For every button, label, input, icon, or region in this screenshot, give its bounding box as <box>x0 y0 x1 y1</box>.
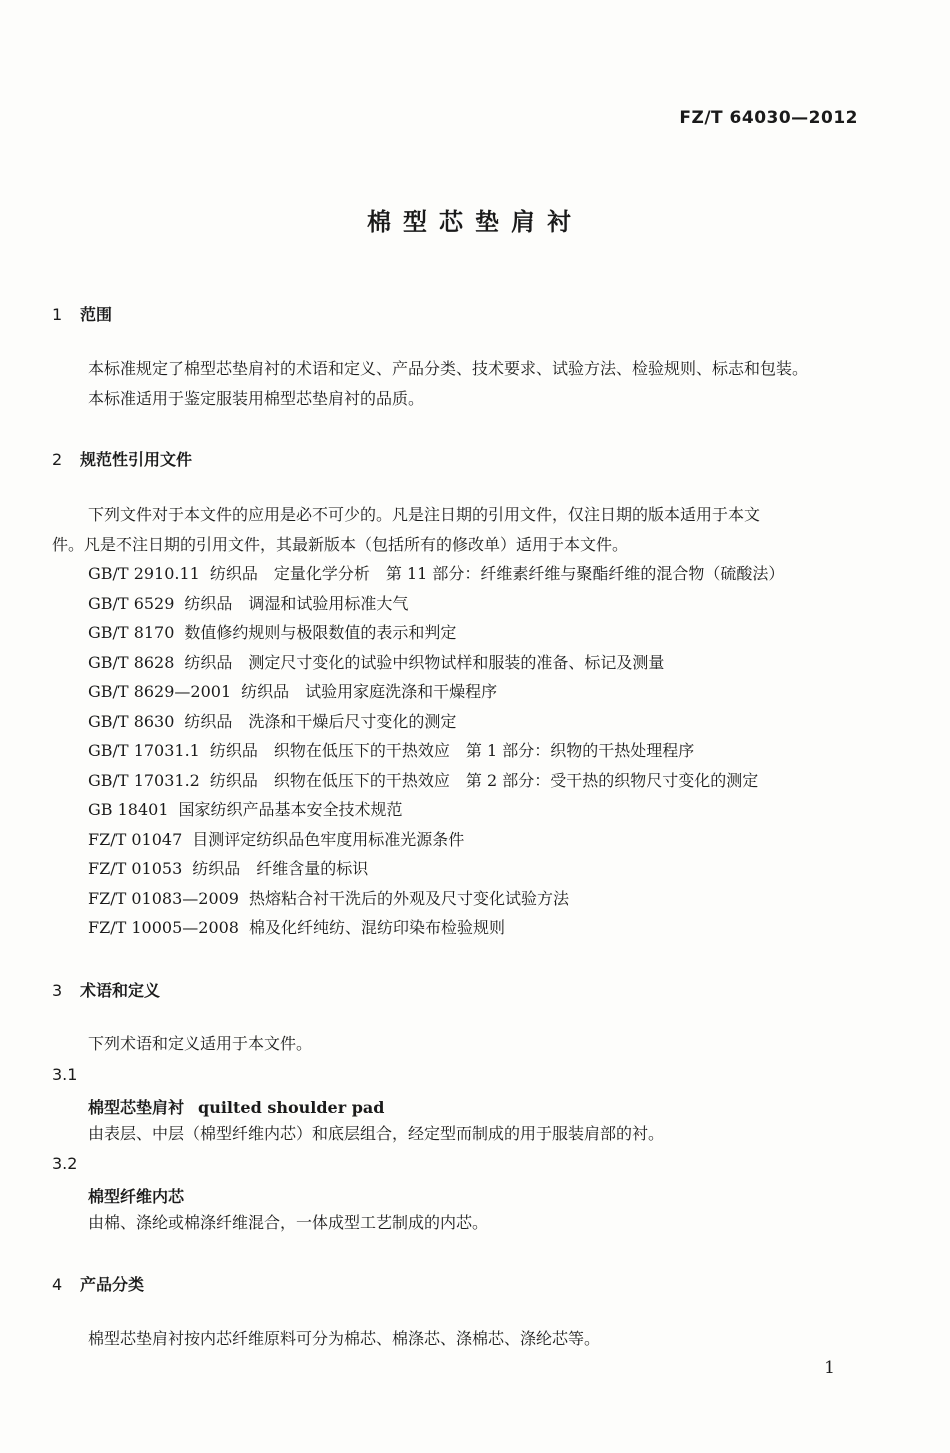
reference-item <box>88 712 456 732</box>
reference-item <box>88 653 664 673</box>
reference-item <box>88 918 505 938</box>
paragraph: 本标准适用于鉴定服装用棉型芯垫肩衬的品质。 <box>88 389 425 408</box>
term-entry <box>88 1095 384 1118</box>
section-number: 2 <box>52 450 63 469</box>
reference-item <box>88 623 456 643</box>
reference-code: GB/T 8630 <box>88 712 175 731</box>
section-number: 4 <box>52 1275 63 1294</box>
reference-item <box>88 564 784 584</box>
section-title: 产品分类 <box>80 1275 145 1294</box>
reference-title: 棉及化纤纯纺、混纺印染布检验规则 <box>248 918 505 937</box>
section-heading-references <box>52 447 192 470</box>
reference-code: FZ/T 01047 <box>88 830 183 849</box>
reference-title: 国家纺织产品基本安全技术规范 <box>178 800 403 819</box>
subclause-number: 3.1 <box>52 1065 78 1084</box>
reference-code: FZ/T 01053 <box>88 859 183 878</box>
section-heading-terms <box>52 978 160 1001</box>
reference-code: GB/T 2910.11 <box>88 564 200 583</box>
reference-code: GB/T 8628 <box>88 653 175 672</box>
reference-item <box>88 830 464 850</box>
reference-title: 纺织品 洗涤和干燥后尺寸变化的测定 <box>184 712 457 731</box>
reference-code: GB/T 6529 <box>88 594 175 613</box>
section-heading-classification <box>52 1272 144 1295</box>
section-heading-scope <box>52 302 112 325</box>
reference-item <box>88 741 694 761</box>
reference-item <box>88 594 408 614</box>
reference-code: GB/T 8170 <box>88 623 175 642</box>
reference-title: 纺织品 定量化学分析 第 11 部分：纤维素纤维与聚酯纤维的混合物（硫酸法） <box>209 564 785 583</box>
standard-number: FZ/T 64030—2012 <box>679 108 858 128</box>
paragraph: 下列文件对于本文件的应用是必不可少的。凡是注日期的引用文件，仅注日期的版本适用于本文 <box>88 505 761 524</box>
subclause-number: 3.2 <box>52 1154 78 1173</box>
paragraph: 下列术语和定义适用于本文件。 <box>88 1034 313 1053</box>
reference-title: 纺织品 织物在低压下的干热效应 第 1 部分：织物的干热处理程序 <box>209 741 695 760</box>
reference-title: 纺织品 纤维含量的标识 <box>192 859 369 878</box>
section-number: 3 <box>52 981 63 1000</box>
reference-title: 纺织品 测定尺寸变化的试验中织物试样和服装的准备、标记及测量 <box>184 653 665 672</box>
reference-code: GB/T 8629—2001 <box>88 682 232 701</box>
reference-title: 纺织品 织物在低压下的干热效应 第 2 部分：受干热的织物尺寸变化的测定 <box>209 771 759 790</box>
paragraph: 棉型芯垫肩衬按内芯纤维原料可分为棉芯、棉涤芯、涤棉芯、涤纶芯等。 <box>88 1329 601 1348</box>
reference-code: FZ/T 01083—2009 <box>88 889 239 908</box>
reference-code: GB/T 17031.1 <box>88 741 200 760</box>
reference-title: 数值修约规则与极限数值的表示和判定 <box>184 623 457 642</box>
reference-title: 热熔粘合衬干洗后的外观及尺寸变化试验方法 <box>248 889 569 908</box>
page-number: 1 <box>824 1358 835 1378</box>
term-entry <box>88 1184 184 1207</box>
section-number: 1 <box>52 305 63 324</box>
term-definition: 由表层、中层（棉型纤维内芯）和底层组合，经定型而制成的用于服装肩部的衬。 <box>88 1124 665 1143</box>
paragraph-continuation: 件。凡是不注日期的引用文件，其最新版本（包括所有的修改单）适用于本文件。 <box>52 535 629 554</box>
term-zh: 棉型芯垫肩衬 <box>88 1098 185 1117</box>
term-definition: 由棉、涤纶或棉涤纤维混合，一体成型工艺制成的内芯。 <box>88 1213 489 1232</box>
reference-item <box>88 771 758 791</box>
reference-item <box>88 859 368 879</box>
section-title: 规范性引用文件 <box>80 450 193 469</box>
section-title: 范围 <box>80 305 113 324</box>
term-zh: 棉型纤维内芯 <box>88 1187 185 1206</box>
reference-code: GB 18401 <box>88 800 169 819</box>
term-en: quilted shoulder pad <box>198 1098 385 1117</box>
reference-title: 纺织品 试验用家庭洗涤和干燥程序 <box>241 682 498 701</box>
reference-item <box>88 800 403 820</box>
document-title: 棉型芯垫肩衬 <box>367 208 583 236</box>
paragraph: 本标准规定了棉型芯垫肩衬的术语和定义、产品分类、技术要求、试验方法、检验规则、标志和包装。 <box>88 359 809 378</box>
reference-title: 目测评定纺织品色牢度用标准光源条件 <box>192 830 465 849</box>
reference-item <box>88 682 497 702</box>
reference-title: 纺织品 调湿和试验用标准大气 <box>184 594 409 613</box>
section-title: 术语和定义 <box>80 981 161 1000</box>
reference-code: FZ/T 10005—2008 <box>88 918 239 937</box>
reference-item <box>88 889 569 909</box>
reference-code: GB/T 17031.2 <box>88 771 200 790</box>
